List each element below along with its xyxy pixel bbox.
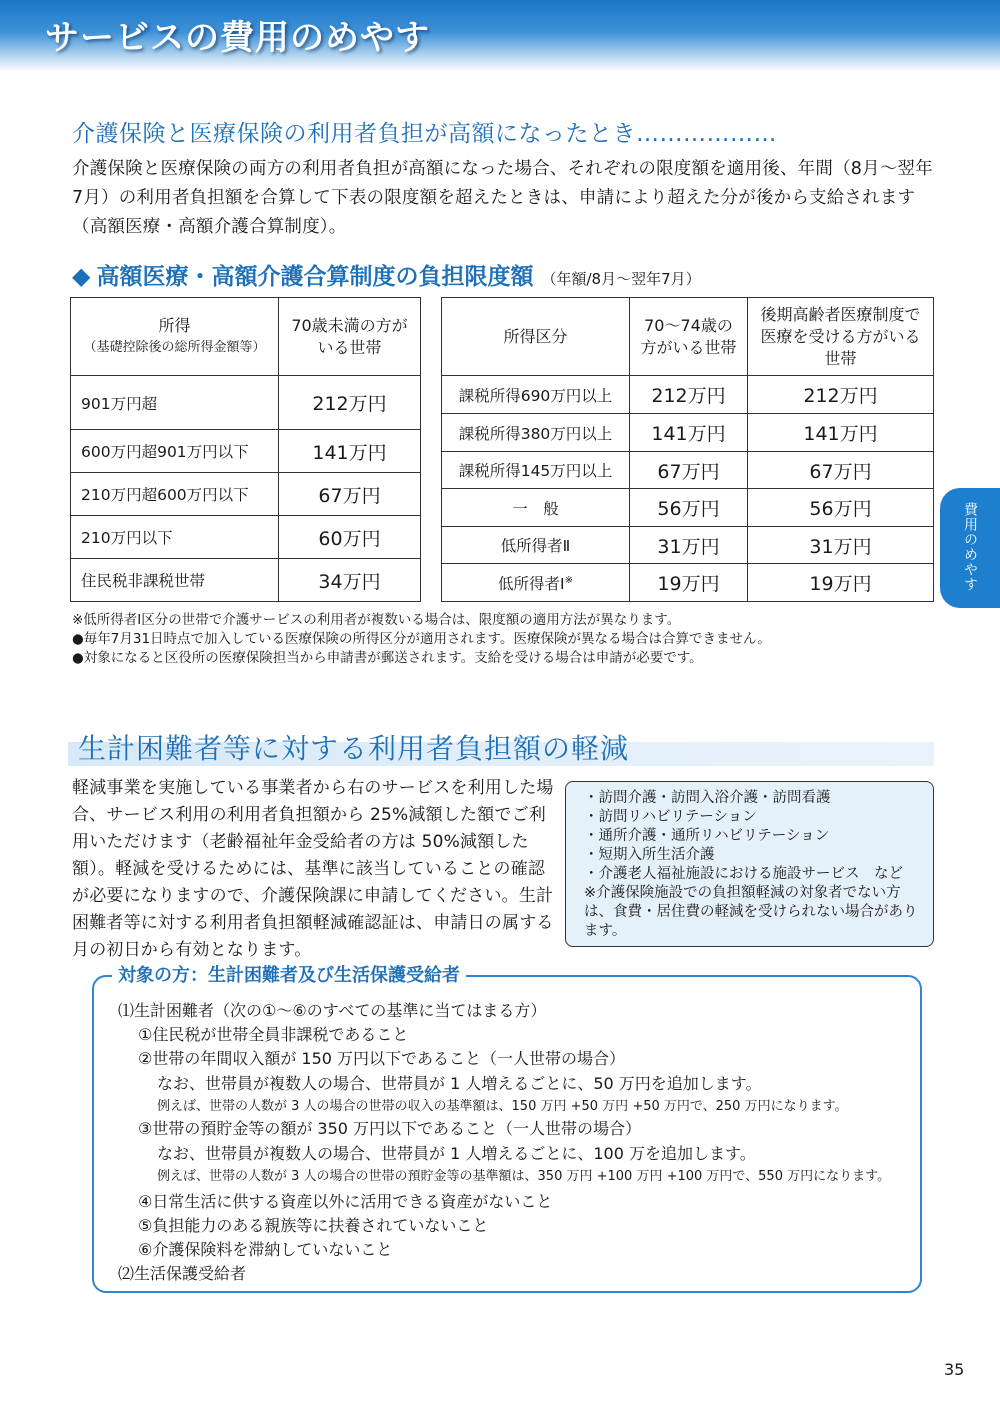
note-line: ●毎年7月31日時点で加入している医療保険の所得区分が適用されます。医療保険が異なる場合は合算できません。 (72, 631, 771, 647)
note-line: ※低所得者Ⅰ区分の世帯で介護サービスの利用者が複数いる場合は、限度額の適用方法が異なります。 (72, 612, 681, 628)
limit-table-under-70 (70, 297, 421, 602)
note-line: ●対象になると区役所の医療保険担当から申請書が郵送されます。支給を受ける場合は申請が必要です。 (72, 650, 703, 666)
table-header: 後期高齢者医療制度で医療を受ける方がいる世帯 (748, 298, 934, 376)
criteria-line: ③世帯の預貯金等の額が 350 万円以下であること（一人世帯の場合） (138, 1119, 642, 1138)
list-item: ・短期入所生活介護 (584, 847, 715, 863)
criteria-line: なお、世帯員が複数人の場合、世帯員が 1 人増えるごとに、100 万を追加します。 (157, 1144, 756, 1163)
diamond-icon: ◆ (72, 262, 91, 290)
table-header: 所得 （基礎控除後の総所得金額等） (71, 298, 279, 376)
limit-table-over-70 (441, 297, 934, 602)
table-row: 住民税非課税世帯 34万円 (71, 559, 421, 602)
list-item: ・訪問介護・訪問入浴介護・訪問看護 (584, 790, 831, 806)
table-row: 課税所得380万円以上 141万円 141万円 (442, 414, 934, 452)
table-header: 70歳未満の方がいる世帯 (279, 298, 421, 376)
section-body: 介護保険と医療保険の両方の利用者負担が高額になった場合、それぞれの限度額を適用後、年間（8月〜翌年7月）の利用者負担額を合算して下表の限度額を超えたときは、申請により超えた分が後から支給されます（高額医療・高額介護合算制度）。 (72, 159, 933, 237)
table-row: 低所得者Ⅰ※ 19万円 19万円 (442, 564, 934, 602)
section-heading: 介護保険と医療保険の利用者負担が高額になったとき……………… (72, 121, 777, 147)
table-row: 901万円超 212万円 (71, 376, 421, 430)
table-subheading (72, 258, 701, 291)
criteria-line: ⑴生計困難者（次の①〜⑥のすべての基準に当てはまる方） (118, 1001, 547, 1020)
criteria-line: ②世帯の年間収入額が 150 万円以下であること（一人世帯の場合） (138, 1049, 626, 1068)
criteria-line: なお、世帯員が複数人の場合、世帯員が 1 人増えるごとに、50 万円を追加します。 (157, 1074, 762, 1093)
list-item: ・介護老人福祉施設における施設サービス など (584, 866, 903, 882)
section-heading: 生計困難者等に対する利用者負担額の軽減 (78, 732, 630, 765)
table-row: 課税所得690万円以上 212万円 212万円 (442, 376, 934, 414)
criteria-line: ⑵生活保護受給者 (118, 1264, 247, 1283)
criteria-line: ①住民税が世帯全員非課税であること (138, 1025, 409, 1044)
subheading-title: 高額医療・高額介護合算制度の負担限度額 (96, 264, 534, 290)
criteria-example: 例えば、世帯の人数が 3 人の場合の世帯の収入の基準額は、150 万円 +50 万円 +50 万円で、250 万円になります。 (157, 1099, 848, 1114)
table-row: 600万円超901万円以下 141万円 (71, 430, 421, 473)
subheading-note: （年額/8月〜翌年7月） (541, 270, 701, 288)
table-row: 210万円超600万円以下 67万円 (71, 473, 421, 516)
table-row: 低所得者Ⅱ 31万円 31万円 (442, 527, 934, 564)
page-number: 35 (944, 1360, 965, 1379)
criteria-line: ④日常生活に供する資産以外に活用できる資産がないこと (138, 1192, 553, 1211)
service-note: ※介護保険施設での負担額軽減の対象者でない方は、食費・居住費の軽減を受けられない場合があります。 (584, 885, 918, 939)
table-header: 所得区分 (442, 298, 630, 376)
target-label: 対象の方：生計困難者及び生活保護受給者 (112, 961, 466, 987)
section-body: 軽減事業を実施している事業者から右のサービスを利用した場合、サービス利用の利用者負担額から 25%減額した額でご利用いただけます（老齢福祉年金受給者の方は 50%減額した額）。軽減を受けるためには、基準に該当していることの確認が必要になりますので、介護保険課に申請してください。生計困難者等に対する利用者負担額軽減確認証は、申請日の属する月の初日から有効となります。 (72, 778, 554, 960)
list-item: ・訪問リハビリテーション (584, 809, 757, 825)
table-row: 課税所得145万円以上 67万円 67万円 (442, 452, 934, 489)
criteria-example: 例えば、世帯の人数が 3 人の場合の世帯の預貯金等の基準額は、350 万円 +100 万円 +100 万円で、550 万円になります。 (157, 1169, 891, 1184)
list-item: ・通所介護・通所リハビリテーション (584, 828, 830, 844)
criteria-line: ⑥介護保険料を滞納していないこと (138, 1240, 393, 1259)
table-notes (72, 611, 771, 668)
criteria-line: ⑤負担能力のある親族等に扶養されていないこと (138, 1216, 489, 1235)
table-row: 210万円以下 60万円 (71, 516, 421, 559)
side-index-tab[interactable]: 費用のめやす (940, 488, 1000, 608)
service-list-box (565, 781, 934, 947)
table-row: 一 般 56万円 56万円 (442, 489, 934, 527)
page-title: サービスの費用のめやす (45, 18, 430, 58)
table-header: 70〜74歳の方がいる世帯 (630, 298, 748, 376)
